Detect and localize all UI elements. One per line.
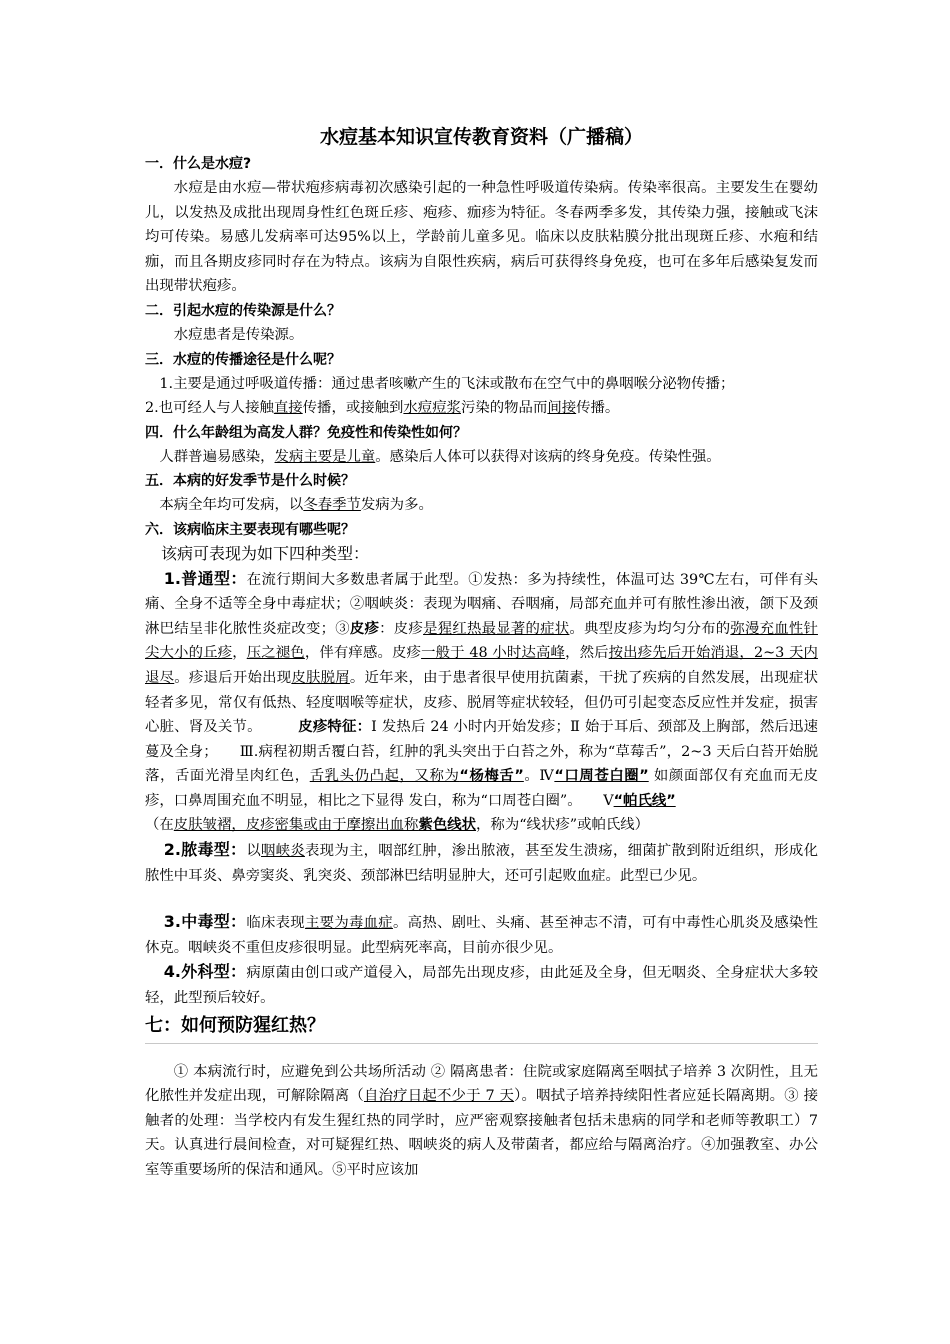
type-4-label: 4.外科型： bbox=[163, 962, 247, 982]
text-run: 传播，或接触到 bbox=[302, 400, 404, 417]
text-run: 如颜面部仅有充血而无皮疹，口鼻周围充血不明显，相比之下显得 发白，称为“口周苍白圈”。 Ⅴ bbox=[145, 768, 818, 809]
section-7-text bbox=[145, 1060, 818, 1183]
section-2-text: 水痘患者是传染源。 bbox=[173, 326, 304, 343]
section-6-intro: 该病可表现为如下四种类型： bbox=[161, 543, 370, 563]
text-run: 在流行期间大多数患者属于此型。①发热：多为持续性，体温可达 39℃左右，可伴有头痛、全身不适等全身中毒症状；②咽峡炎：表现为咽痛、吞咽痛，局部充血并可有脓性渗出液，颌下及颈淋巴结呈非化脓性炎症改变；③ bbox=[145, 571, 818, 637]
underlined-text: 弥漫充血性针尖大小的丘疹 bbox=[145, 620, 818, 662]
text-run: ，伴有痒感。皮疹 bbox=[304, 645, 422, 662]
text-run: 表现为主，咽部红肿，渗出脓液，甚至发生溃疡，细菌扩散到附近组织，形成化脓性中耳炎、鼻旁窦炎、乳突炎、颈部淋巴结明显肿大，还可引起败血症。此型已少见。 bbox=[145, 843, 818, 884]
type-2-label: 2.脓毒型： bbox=[163, 840, 247, 860]
text-run: ）。咽拭子培养持续阳性者应延长隔离期。③ 接触者的处理：当学校内有发生猩红热的同学时，应严密观察接触者包括未患病的同学和老师等教职工）7 天。认真进行晨间检查，对可疑猩红热、咽峡炎的病人及带菌者，都应给与隔离治疗。④加强教室、办公室等重要场所的保洁和通风。⑤平时应该加 bbox=[145, 1088, 818, 1178]
text-run: ① 本病流行时，应避免到公共场所活动 ② 隔离患者：住院或家庭隔离至咽拭子培养 3 次阴性，且无化脓性并发症出现，可解除隔离（ bbox=[145, 1063, 818, 1105]
type-4-paragraph bbox=[145, 960, 818, 1010]
section-4-text bbox=[145, 445, 818, 470]
section-3-paragraph-1: 1.主要是通过呼吸道传播：通过患者咳嗽产生的飞沫或散布在空气中的鼻咽喉分泌物传播； bbox=[159, 375, 735, 392]
underlined-text: 一般于 48 小时达高峰 bbox=[421, 645, 566, 662]
underlined-text: 间接 bbox=[547, 400, 577, 417]
text-run: 2.也可经人与人接触 bbox=[145, 400, 274, 417]
bold-underlined-text: 紫色线状 bbox=[418, 817, 477, 834]
text-run: 以 bbox=[246, 843, 261, 860]
section-7-heading: 七：如何预防猩红热？ bbox=[145, 1011, 818, 1044]
section-3-heading: 三．水痘的传播途径是什么呢？ bbox=[145, 351, 341, 368]
text-run: 。近年来，由于患者很早使用抗菌素，干扰了疾病的自然发展，出现症状轻者多见，常仅有低热、轻度咽喉等症状，皮疹、脱屑等症状较轻，但仍可引起变态反应性并发症，损害心脏、肾及关节。 bbox=[145, 669, 818, 736]
section-3-paragraph-2 bbox=[145, 396, 818, 421]
underlined-text: 直接 bbox=[273, 400, 303, 417]
type-3-label: 3.中毒型： bbox=[163, 912, 247, 932]
text-run: ， bbox=[232, 645, 247, 662]
text-run: ，称为“线状疹”或帕氏线） bbox=[476, 817, 650, 834]
text-run: Ⅰ 发热后 24 小时内开始发疹；Ⅱ 始于耳后、颈部及上胸部，然后迅速蔓及全身； Ⅲ.病程初期舌覆白苔，红肿的乳头突出于白苔之外，称为“草莓舌”，2~3 天后白苔开始脱落，舌面光滑呈肉红色， bbox=[145, 719, 818, 785]
text-run: ：皮疹 bbox=[379, 620, 424, 637]
underlined-text: 压之褪色 bbox=[246, 645, 305, 662]
section-2-heading: 二．引起水痘的传染源是什么？ bbox=[145, 302, 341, 319]
text-run: 。典型皮疹为均匀分布的 bbox=[569, 620, 731, 637]
text-run: 病原菌由创口或产道侵入，局部先出现皮疹，由此延及全身，但无咽炎、全身症状大多较轻，此型预后较好。 bbox=[145, 965, 818, 1007]
underlined-text: 皮肤皱褶，皮疹密集或由于摩擦出血称 bbox=[173, 817, 419, 834]
spacer bbox=[145, 888, 818, 910]
text-run: 。高热、剧吐、头痛、甚至神志不清，可有中毒性心肌炎及感染性休克。咽峡炎不重但皮疹很明显。此型病死率高，目前亦很少见。 bbox=[145, 915, 818, 956]
bold-underlined-text: “杨梅舌” bbox=[459, 768, 524, 785]
underlined-text: 咽峡炎 bbox=[260, 843, 305, 860]
type-2-paragraph bbox=[145, 838, 818, 888]
text-run: 临床表现 bbox=[246, 915, 305, 932]
text-run: 传播。 bbox=[576, 400, 620, 417]
underlined-text: 是猩红热最显著的症状 bbox=[423, 620, 570, 637]
type-1-paragraph bbox=[145, 567, 818, 839]
bold-underlined-text: “口周苍白圈” bbox=[554, 768, 649, 785]
section-6-heading: 六．该病临床主要表现有哪些呢？ bbox=[145, 521, 355, 538]
text-run: ，然后 bbox=[565, 645, 609, 662]
bold-text: 皮疹 bbox=[349, 620, 380, 637]
section-1-text: 水痘是由水痘—带状疱疹病毒初次感染引起的一种急性呼吸道传染病。传染率很高。主要发生在婴幼儿，以发热及成批出现周身性红色斑丘疹、疱疹、痂疹为特征。冬春两季多发，其传染力强，接触或飞沫均可传染。易感儿发病率可达95%以上，学龄前儿童多见。临床以皮肤粘膜分批出现斑丘疹、水疱和结痂，而且各期皮疹同时存在为特点。该病为自限性疾病，病后可获得终身免疫，也可在多年后感染复发而出现带状疱疹。 bbox=[145, 180, 818, 295]
section-5-heading: 五．本病的好发季节是什么时候？ bbox=[145, 473, 355, 490]
underlined-text: 冬春季节 bbox=[303, 497, 361, 514]
section-4-heading: 四．什么年龄组为高发人群？免疫性和传染性如何？ bbox=[145, 424, 467, 441]
underlined-text: 舌乳头仍凸起，又称为 bbox=[309, 768, 460, 785]
underlined-text: 发病主要是儿童 bbox=[274, 448, 376, 465]
text-run: 。疹退后开始出现 bbox=[174, 669, 292, 686]
underlined-text: 主要为毒血症 bbox=[304, 915, 393, 932]
section-5-text bbox=[145, 493, 818, 518]
underlined-text: 按出疹先后开始消退，2~3 天内退尽 bbox=[145, 645, 818, 686]
underlined-text: 水痘痘浆 bbox=[403, 400, 461, 417]
type-1-label: 1.普通型： bbox=[163, 568, 247, 588]
bold-underlined-text: “帕氏线” bbox=[613, 792, 676, 809]
text-run: 。感染后人体可以获得对该病的终身免疫。传染性强。 bbox=[375, 448, 721, 465]
rash-feature-label: 皮疹特征： bbox=[298, 719, 372, 736]
text-run: 本病全年均可发病，以 bbox=[159, 497, 304, 514]
underlined-text: 皮肤脱屑 bbox=[291, 669, 350, 686]
text-run: （在 bbox=[145, 817, 174, 834]
underlined-text: 自治疗日起不少于 7 天 bbox=[363, 1088, 515, 1105]
type-3-paragraph bbox=[145, 910, 818, 960]
text-run: 污染的物品而 bbox=[460, 400, 548, 417]
text-run: 人群普遍易感染， bbox=[159, 448, 275, 465]
document-title: 水痘基本知识宣传教育资料（广播稿） bbox=[319, 126, 643, 148]
section-1-heading: 一．什么是水痘? bbox=[145, 156, 252, 172]
text-run: 。Ⅳ bbox=[523, 768, 555, 785]
text-run: 发病为多。 bbox=[360, 497, 433, 514]
